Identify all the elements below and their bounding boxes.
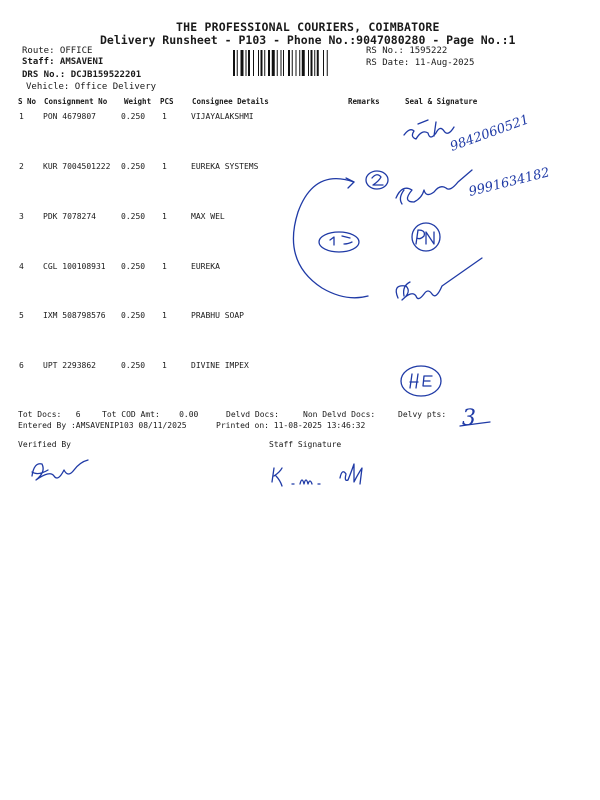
rs-number: RS No.: 1595222: [366, 46, 448, 56]
row-sno: 3: [19, 212, 24, 221]
handwritten-delvy-pts: 3: [462, 406, 476, 431]
circled-2: [366, 171, 388, 189]
row-weight: 0.250: [121, 162, 146, 171]
he-stamp: [401, 366, 441, 396]
signature-row-4: [396, 258, 482, 300]
route: Route: OFFICE: [22, 46, 93, 56]
row-consignment: IXM 508798576: [43, 311, 106, 320]
row-sno: 2: [19, 162, 24, 171]
entered-by: Entered By :AMSAVENIP103 08/11/2025: [18, 421, 187, 430]
col-weight: Weight: [124, 97, 152, 106]
col-sno: S No: [18, 97, 37, 106]
row-consignment: CGL 100108931: [43, 262, 106, 271]
staff: Staff: AMSAVENI: [22, 57, 104, 67]
printed-on: Printed on: 11-08-2025 13:46:32: [216, 421, 366, 430]
row-pcs: 1: [162, 112, 167, 121]
tot-docs: Tot Docs: 6: [18, 410, 81, 419]
tot-cod-amt: Tot COD Amt: 0.00: [102, 410, 199, 419]
barcode: [233, 50, 355, 76]
row-sno: 6: [19, 361, 24, 370]
col-seal-signature: Seal & Signature: [405, 97, 478, 106]
row-consignee: PRABHU SOAP: [191, 311, 244, 320]
delvd-docs: Delvd Docs:: [226, 410, 279, 419]
col-consignment: Consignment No: [44, 97, 108, 106]
non-delvd-docs: Non Delvd Docs:: [303, 410, 376, 419]
row-weight: 0.250: [121, 212, 146, 221]
row-sno: 4: [19, 262, 24, 271]
row-consignee: EUREKA: [191, 262, 220, 271]
row-pcs: 1: [162, 361, 167, 370]
curved-arrow: [293, 179, 368, 298]
circled-1: [319, 232, 359, 252]
signature-row-2: [396, 170, 472, 204]
row-weight: 0.250: [121, 311, 146, 320]
row-pcs: 1: [162, 262, 167, 271]
row-weight: 0.250: [121, 262, 146, 271]
verified-by: Verified By: [18, 440, 71, 449]
pn-stamp: [412, 223, 440, 251]
delvy-pts: Delvy pts:: [398, 410, 447, 419]
vehicle: Vehicle: Office Delivery: [26, 82, 157, 92]
rs-date: RS Date: 11-Aug-2025: [366, 58, 475, 68]
handwritten-phone-1: 9842060521: [448, 112, 532, 155]
row-consignment: KUR 7004501222: [43, 162, 111, 171]
row-consignee: VIJAYALAKSHMI: [191, 112, 254, 121]
row-consignment: UPT 2293862: [43, 361, 96, 370]
handwritten-phone-2: 9991634182: [467, 165, 552, 200]
staff-signature-label: Staff Signature: [269, 440, 342, 449]
verified-signature: [32, 460, 88, 480]
col-remarks: Remarks: [348, 97, 380, 106]
company-title: THE PROFESSIONAL COURIERS, COIMBATORE: [176, 20, 440, 34]
row-pcs: 1: [162, 162, 167, 171]
staff-signature: [272, 464, 362, 486]
row-consignee: DIVINE IMPEX: [191, 361, 249, 370]
row-weight: 0.250: [121, 361, 146, 370]
row-sno: 1: [19, 112, 24, 121]
row-weight: 0.250: [121, 112, 146, 121]
col-pcs: PCS: [160, 97, 174, 106]
row-consignment: PDK 7078274: [43, 212, 96, 221]
row-sno: 5: [19, 311, 24, 320]
col-consignee: Consignee Details: [192, 97, 269, 106]
row-consignee: MAX WEL: [191, 212, 225, 221]
runsheet-title: Delivery Runsheet - P103 - Phone No.:9047080280 - Page No.:1: [100, 33, 516, 47]
signature-row-1: [404, 120, 454, 139]
row-consignee: EUREKA SYSTEMS: [191, 162, 259, 171]
row-pcs: 1: [162, 212, 167, 221]
drs-number: DRS No.: DCJB159522201: [22, 70, 142, 80]
row-consignment: PON 4679807: [43, 112, 96, 121]
row-pcs: 1: [162, 311, 167, 320]
